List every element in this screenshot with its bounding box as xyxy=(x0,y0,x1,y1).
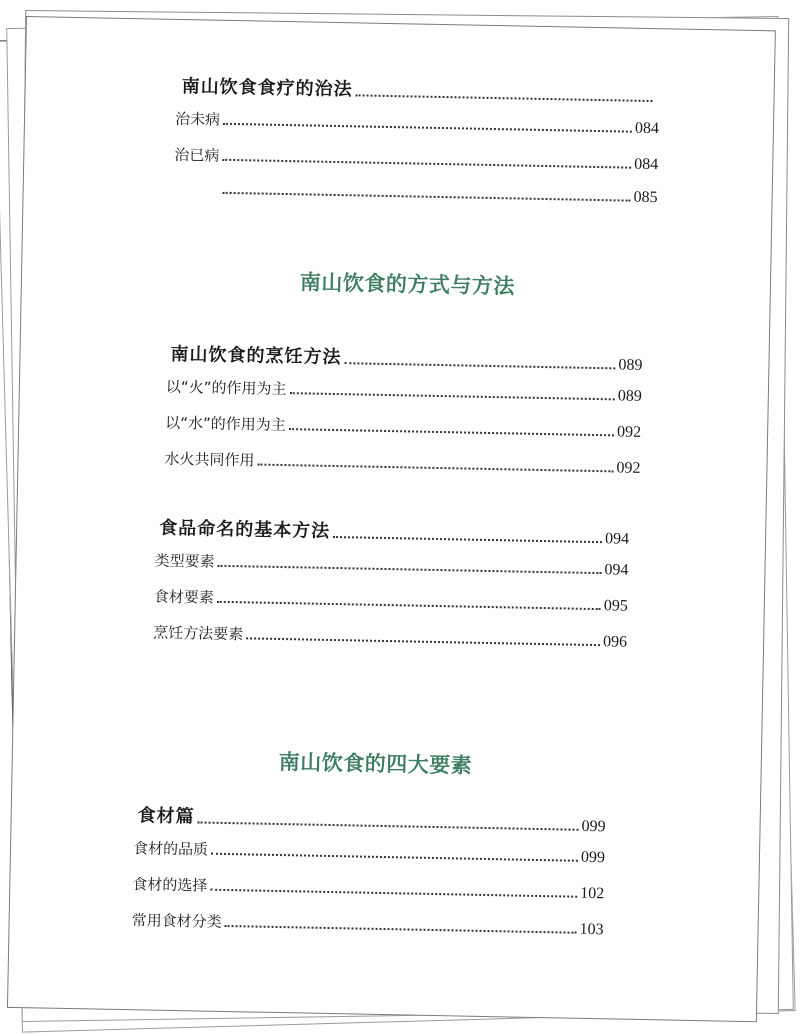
toc-item-label: 类型要素 xyxy=(154,551,215,571)
leader-dots xyxy=(211,853,578,862)
leader-dots xyxy=(333,536,602,543)
toc-heading-page: 094 xyxy=(604,530,630,548)
toc-heading-page: 089 xyxy=(618,356,643,374)
toc-item-page: 089 xyxy=(617,387,642,405)
toc-heading-label: 食品命名的基本方法 xyxy=(158,517,331,542)
toc-page xyxy=(7,16,776,1022)
toc-item-label: 食材的选择 xyxy=(132,875,208,895)
toc-item[interactable] xyxy=(153,622,627,652)
leader-dots xyxy=(223,192,631,202)
toc-item-page: 094 xyxy=(604,561,629,579)
leader-dots xyxy=(257,464,613,473)
toc-item[interactable] xyxy=(174,144,658,174)
leader-dots xyxy=(210,889,577,898)
toc-item-page: 103 xyxy=(579,920,604,939)
leader-dots xyxy=(217,565,601,574)
toc-item-label: 水火共同作用 xyxy=(164,449,255,470)
toc-item-label: 常用食材分类 xyxy=(131,911,222,931)
toc-item-label: 食材要素 xyxy=(153,587,215,607)
toc-item[interactable] xyxy=(132,873,604,903)
toc-item[interactable] xyxy=(154,586,628,616)
toc-item[interactable] xyxy=(166,376,642,406)
toc-item-label: 治已病 xyxy=(174,145,220,165)
toc-item-page: 084 xyxy=(634,155,659,174)
toc-item-label: 治未病 xyxy=(174,109,221,129)
toc-item-page: 084 xyxy=(634,119,660,138)
leader-dots xyxy=(223,123,632,133)
toc-heading-label: 南山饮食食疗的治法 xyxy=(181,76,353,101)
toc-item-page: 092 xyxy=(616,423,642,441)
toc-heading[interactable] xyxy=(170,340,642,375)
toc-item[interactable] xyxy=(164,448,640,478)
leader-dots xyxy=(344,362,615,369)
toc-item-page: 102 xyxy=(580,884,605,903)
toc-item-page: 095 xyxy=(603,597,628,615)
toc-item-trailing[interactable] xyxy=(220,181,658,207)
leader-dots xyxy=(225,925,577,934)
toc-heading[interactable] xyxy=(137,801,605,836)
toc-heading-page: 099 xyxy=(581,817,606,836)
toc-item[interactable] xyxy=(154,550,628,580)
toc-item[interactable] xyxy=(133,837,605,867)
toc-item-page: 099 xyxy=(580,848,606,867)
section-title: 南山饮食的方式与方法 xyxy=(299,270,516,299)
toc-item-page: 092 xyxy=(616,459,641,477)
leader-dots xyxy=(198,821,579,830)
toc-item-label: 烹饪方法要素 xyxy=(153,623,244,644)
toc-item[interactable] xyxy=(165,412,641,442)
toc-item-page: 096 xyxy=(602,633,628,651)
leader-dots xyxy=(289,392,614,400)
toc-heading-label: 食材篇 xyxy=(137,805,195,828)
toc-item[interactable] xyxy=(175,108,659,138)
toc-item-label: 以“火”的作用为主 xyxy=(165,377,287,399)
toc-item-page: 085 xyxy=(633,188,658,207)
section-title: 南山饮食的四大要素 xyxy=(278,749,473,778)
toc-heading[interactable] xyxy=(181,72,655,107)
toc-item[interactable] xyxy=(131,909,603,939)
toc-heading-label: 南山饮食的烹饪方法 xyxy=(170,343,342,369)
toc-heading[interactable] xyxy=(159,514,629,549)
leader-dots xyxy=(356,94,653,102)
leader-dots xyxy=(246,637,600,646)
leader-dots xyxy=(217,601,601,610)
leader-dots xyxy=(222,159,631,169)
leader-dots xyxy=(289,428,614,436)
toc-item-label: 以“水”的作用为主 xyxy=(165,413,286,435)
toc-item-label: 食材的品质 xyxy=(132,839,209,859)
